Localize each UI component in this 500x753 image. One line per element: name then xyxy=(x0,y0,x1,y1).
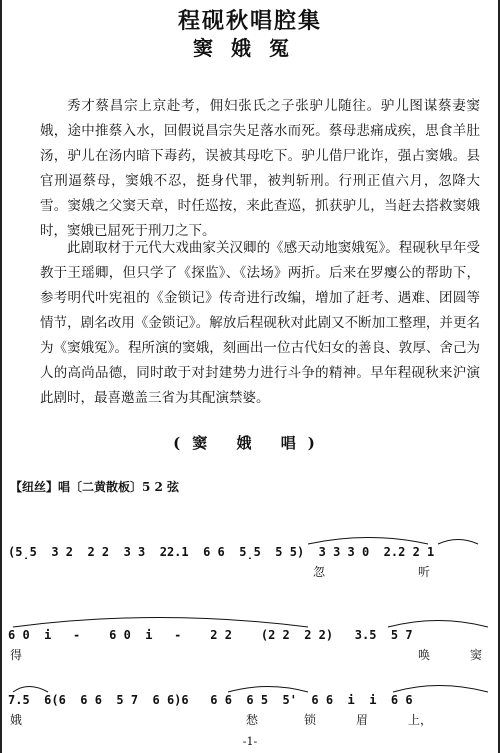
intro-paragraph-2: 此剧取材于元代大戏曲家关汉卿的《感天动地窦娥冤》。程砚秋早年受教于王瑶卿，但只学了《探监》、《法场》两折。后来在罗瘿公的帮助下，参考明代叶宪祖的《金锁记》传奇进行改编，增加了赶考、遇难、团圆等情节，剧名改用《金锁记》。解放后程砚秋对此剧又不断加工整理，并更名为《窦娥冤》。程所演的窦娥，刻画出一位古代妇女的善良、敦厚、舍己为人的高尚品德，同时敢于对封建势力进行斗争的精神。早年程砚秋来沪演此剧时，最喜邀盖三省为其配演禁婆。 xyxy=(40,240,480,406)
slur-marks xyxy=(8,531,494,545)
row-3-lyrics xyxy=(8,711,494,727)
lyric: 眉 xyxy=(356,713,369,727)
lyric: 听 xyxy=(418,565,431,579)
tempo-line: 【纽丝】唱〔二黄散板〕5 2 弦 xyxy=(10,480,180,494)
slur-marks xyxy=(8,679,494,693)
play-title: 窦娥冤 xyxy=(193,36,307,60)
section-heading: (窦 娥 唱) xyxy=(173,434,327,452)
lyric: 忽 xyxy=(313,565,326,579)
row-1-notes: (5̣5 3 2 2 2 3 3 22.1 6 6 5̣5 5 5) 3 3 3 0 2.2 2 1 xyxy=(8,545,435,559)
book-title: 程砚秋唱腔集 xyxy=(177,8,322,34)
lyric: 锁 xyxy=(304,713,317,727)
row-3-notes: 7.5 6(6 6 6 5 7 6 6)6 6 6 6 5 5' 6 6 i i 6 6 xyxy=(8,693,413,707)
left-page-edge xyxy=(0,0,2,753)
intro-paragraph-1: 秀才蔡昌宗上京赴考，佣妇张氏之子张驴儿随往。驴儿图谋蔡妻窦娥，途中推蔡入水，回假说昌宗失足落水而死。蔡母悲痛成疾，思食羊肚汤，驴儿在汤内暗下毒药，误被其母吃下。驴儿借尸讹诈，强占窦娥。县官刑逼蔡母，窦娥不忍，挺身代罪，被判斩刑。行刑正值六月，忽降大雪。窦娥之父窦天章，时任巡按，来此查巡，抓获驴儿，当赶去搭救窦娥时，窦娥已屈死于刑刀之下。 xyxy=(40,98,480,239)
slur-marks xyxy=(8,614,494,628)
row-2-notes: 6 0 i - 6 0 i - 2 2 (2 2 2 2) 3.5 5 7 xyxy=(8,628,413,642)
lyric: 上， xyxy=(408,713,433,727)
row-1-lyrics xyxy=(8,563,494,579)
lyric: 娥 xyxy=(10,713,23,727)
lyric: 唤 xyxy=(418,648,431,662)
row-2-lyrics xyxy=(8,646,494,662)
lyric: 愁 xyxy=(246,713,259,727)
page-number: -1- xyxy=(242,735,258,748)
lyric: 窦 xyxy=(470,648,483,662)
lyric: 得 xyxy=(10,648,23,662)
